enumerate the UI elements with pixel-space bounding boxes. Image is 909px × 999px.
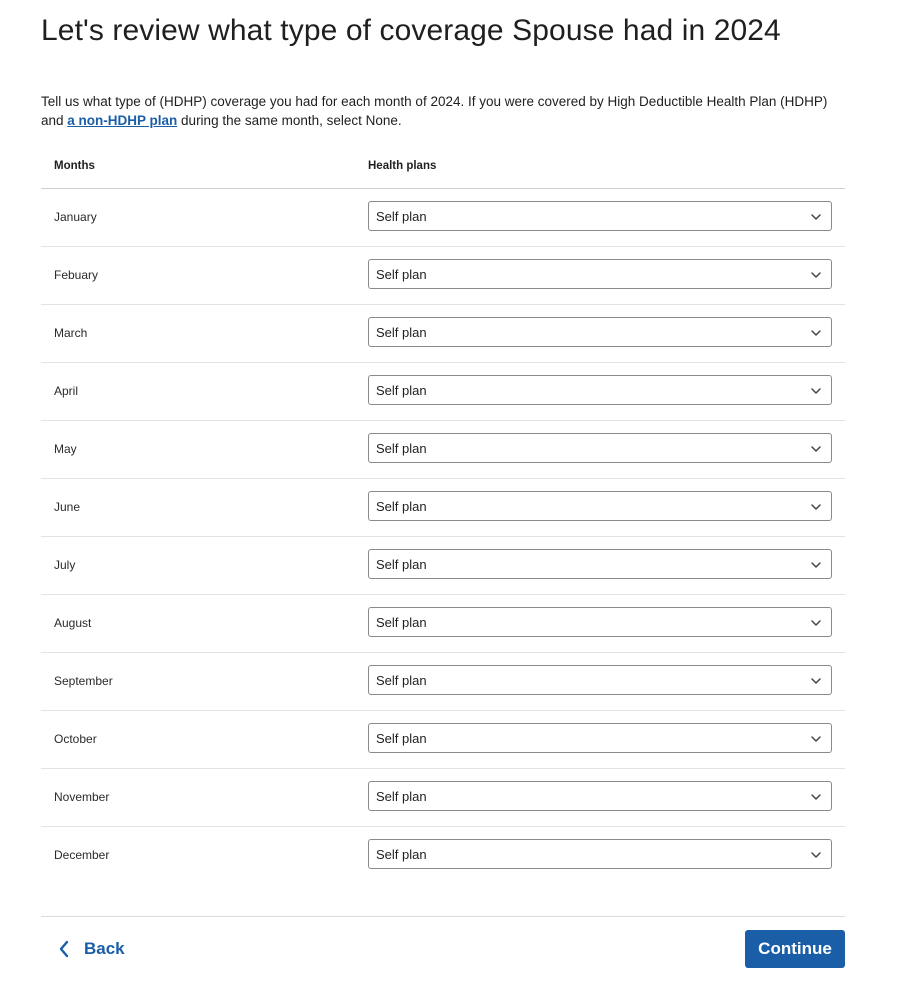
health-plan-select[interactable]	[368, 549, 832, 579]
health-plan-select[interactable]	[368, 781, 832, 811]
month-label: January	[54, 210, 97, 224]
table-row	[41, 421, 845, 479]
chevron-down-icon	[810, 849, 822, 861]
table-row	[41, 537, 845, 595]
health-plan-selected-value: Self plan	[376, 789, 427, 804]
chevron-down-icon	[810, 617, 822, 629]
month-label: April	[54, 384, 79, 398]
table-row	[41, 305, 845, 363]
month-label: October	[54, 732, 97, 746]
chevron-down-icon	[810, 733, 822, 745]
back-button[interactable]	[58, 934, 125, 964]
health-plans-column-header: Health plans	[368, 160, 437, 172]
table-row	[41, 479, 845, 537]
month-label: March	[54, 326, 88, 340]
table-row	[41, 827, 845, 885]
month-label: July	[54, 558, 76, 572]
footer-divider	[41, 916, 845, 917]
continue-button[interactable]: Continue	[745, 930, 845, 968]
non-hdhp-plan-link[interactable]: a non-HDHP plan	[67, 113, 178, 128]
table-row	[41, 363, 845, 421]
health-plan-selected-value: Self plan	[376, 441, 427, 456]
health-plan-select[interactable]	[368, 433, 832, 463]
intro-text-part-1: Tell us what type of (HDHP) coverage you had for each month of 2024. If you were covered by High Deductible Health Plan (HDHP) and	[41, 94, 828, 128]
table-row	[41, 595, 845, 653]
health-plan-select[interactable]	[368, 607, 832, 637]
health-plan-select[interactable]	[368, 201, 832, 231]
health-plan-select[interactable]	[368, 723, 832, 753]
chevron-down-icon	[810, 559, 822, 571]
health-plan-selected-value: Self plan	[376, 383, 427, 398]
chevron-left-icon	[58, 940, 70, 958]
month-label: September	[54, 674, 113, 688]
table-body	[41, 189, 845, 885]
chevron-down-icon	[810, 791, 822, 803]
back-label: Back	[84, 939, 125, 958]
table-row	[41, 769, 845, 827]
months-column-header: Months	[54, 160, 95, 172]
month-label: May	[54, 442, 77, 456]
health-plan-selected-value: Self plan	[376, 615, 427, 630]
table-row	[41, 653, 845, 711]
chevron-down-icon	[810, 385, 822, 397]
month-label: November	[54, 790, 110, 804]
table-row	[41, 189, 845, 247]
chevron-down-icon	[810, 501, 822, 513]
health-plan-selected-value: Self plan	[376, 673, 427, 688]
health-plan-selected-value: Self plan	[376, 209, 427, 224]
health-plan-selected-value: Self plan	[376, 731, 427, 746]
table-row	[41, 711, 845, 769]
page-title: Let's review what type of coverage Spouse had in 2024	[41, 14, 781, 47]
health-plan-selected-value: Self plan	[376, 325, 427, 340]
table-row	[41, 247, 845, 305]
chevron-down-icon	[810, 327, 822, 339]
month-label: Febuary	[54, 268, 99, 282]
chevron-down-icon	[810, 269, 822, 281]
health-plan-select[interactable]	[368, 665, 832, 695]
health-plan-select[interactable]	[368, 259, 832, 289]
intro-text-part-2: during the same month, select None.	[177, 113, 402, 128]
intro-text	[41, 92, 851, 130]
chevron-down-icon	[810, 675, 822, 687]
health-plan-select[interactable]	[368, 317, 832, 347]
chevron-down-icon	[810, 443, 822, 455]
health-plan-select[interactable]	[368, 491, 832, 521]
month-label: August	[54, 616, 92, 630]
month-label: December	[54, 848, 110, 862]
table-header	[41, 146, 845, 189]
month-label: June	[54, 500, 81, 514]
health-plan-selected-value: Self plan	[376, 267, 427, 282]
coverage-table	[41, 146, 845, 885]
health-plan-select[interactable]	[368, 375, 832, 405]
health-plan-selected-value: Self plan	[376, 499, 427, 514]
health-plan-select[interactable]	[368, 839, 832, 869]
health-plan-selected-value: Self plan	[376, 557, 427, 572]
chevron-down-icon	[810, 211, 822, 223]
health-plan-selected-value: Self plan	[376, 847, 427, 862]
